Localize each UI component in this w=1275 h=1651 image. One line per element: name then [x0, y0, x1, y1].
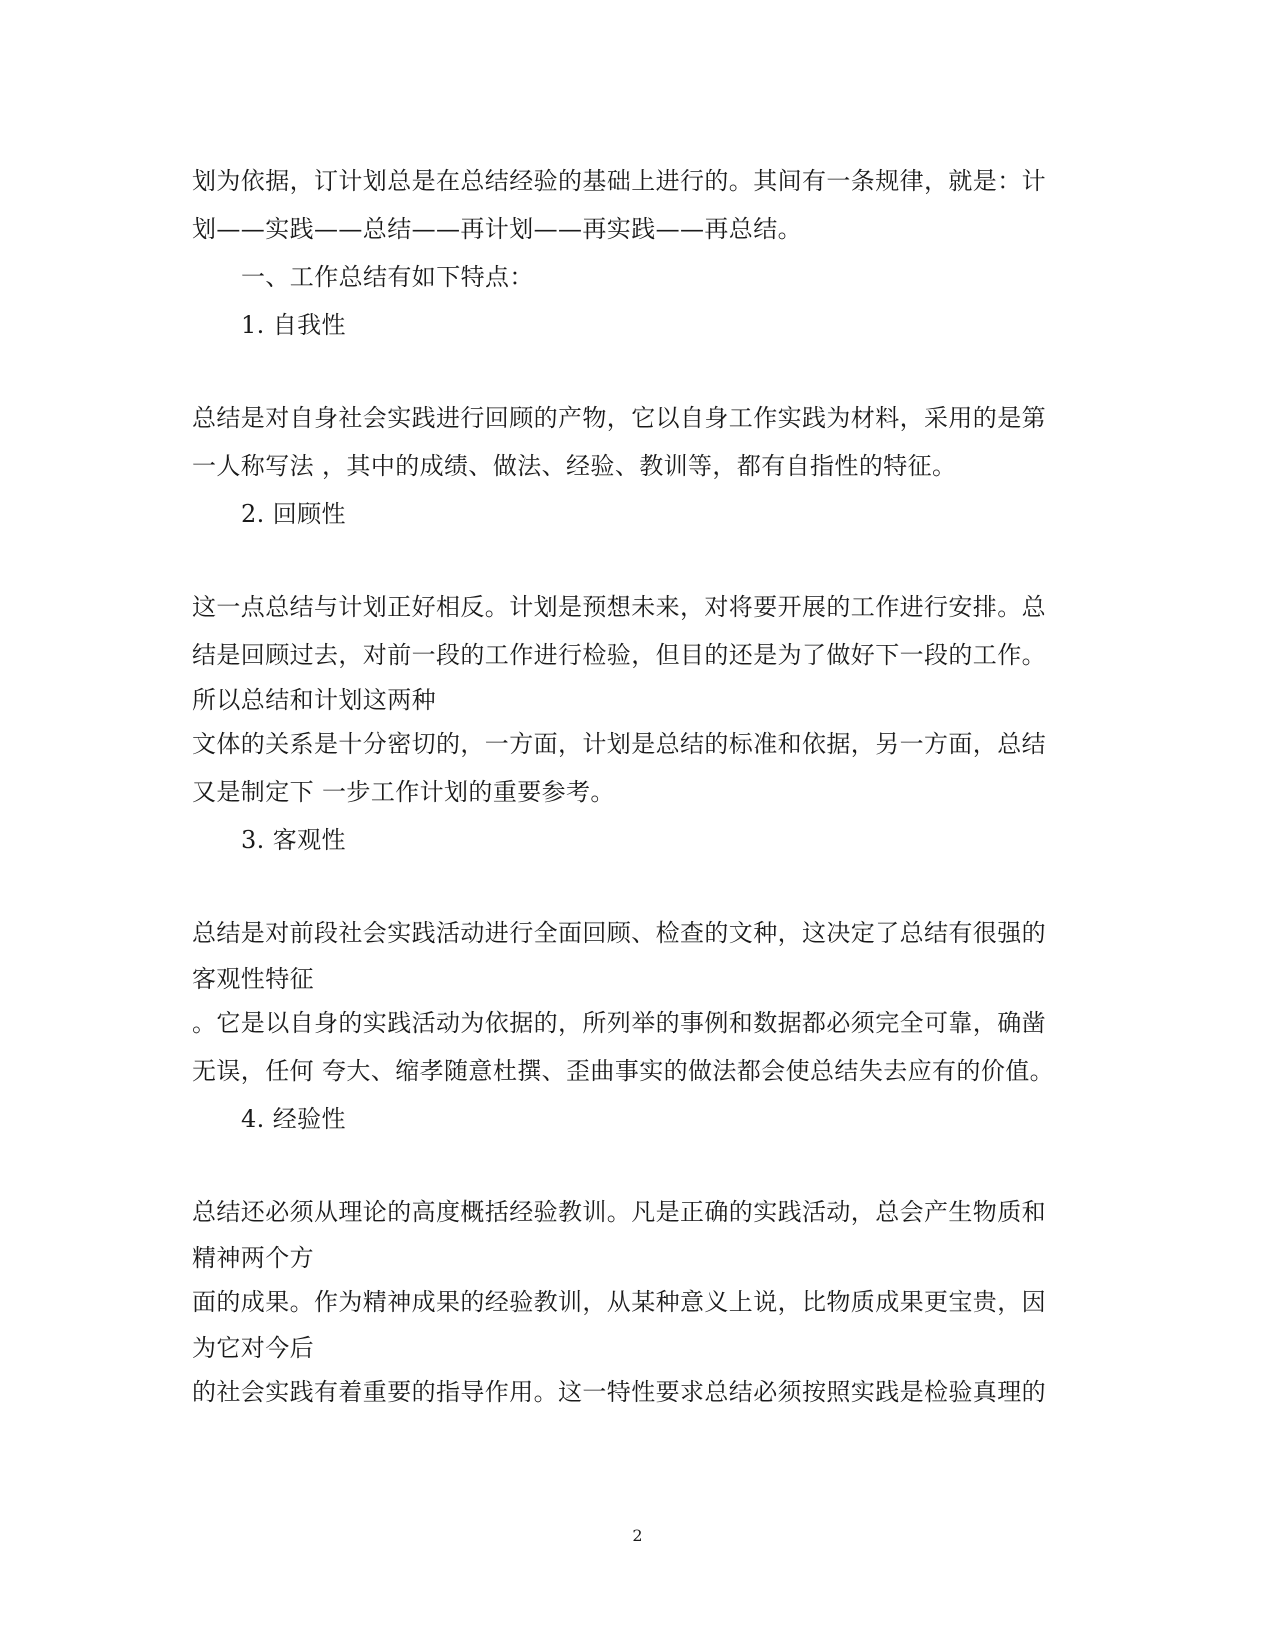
body-line: 总结是对前段社会实践活动进行全面回顾、检查的文种，这决定了总结有很强的 — [192, 919, 1046, 947]
body-line: 所以总结和计划这两种 — [192, 686, 436, 714]
subheading: 2. 回顾性 — [241, 500, 346, 528]
body-line: 结是回顾过去，对前一段的工作进行检验，但目的还是为了做好下一段的工作。 — [192, 641, 1046, 669]
body-line: 无误，任何 夸大、缩孝随意杜撰、歪曲事实的做法都会使总结失去应有的价值。 — [192, 1057, 1055, 1085]
section-heading: 一、工作总结有如下特点： — [241, 263, 534, 291]
body-line: 划为依据，订计划总是在总结经验的基础上进行的。其间有一条规律，就是：计 — [192, 167, 1046, 195]
body-line: 的社会实践有着重要的指导作用。这一特性要求总结必须按照实践是检验真理的 — [192, 1378, 1046, 1406]
body-line: 。它是以自身的实践活动为依据的，所列举的事例和数据都必须完全可靠，确凿 — [192, 1009, 1046, 1037]
subheading: 3. 客观性 — [241, 826, 346, 854]
subheading: 4. 经验性 — [241, 1105, 346, 1133]
body-line: 总结还必须从理论的高度概括经验教训。凡是正确的实践活动，总会产生物质和 — [192, 1198, 1046, 1226]
body-line: 划——实践——总结——再计划——再实践——再总结。 — [192, 215, 802, 243]
body-line: 总结是对自身社会实践进行回顾的产物，它以自身工作实践为材料，采用的是第 — [192, 404, 1046, 432]
body-line: 面的成果。作为精神成果的经验教训，从某种意义上说，比物质成果更宝贵，因 — [192, 1288, 1046, 1316]
body-line: 精神两个方 — [192, 1244, 314, 1272]
body-line: 文体的关系是十分密切的，一方面，计划是总结的标准和依据，另一方面，总结 — [192, 730, 1046, 758]
subheading: 1. 自我性 — [241, 311, 346, 339]
body-line: 客观性特征 — [192, 965, 314, 993]
body-line: 又是制定下 一步工作计划的重要参考。 — [192, 778, 615, 806]
body-line: 一人称写法 ，其中的成绩、做法、经验、教训等，都有自指性的特征。 — [192, 452, 957, 480]
body-line: 这一点总结与计划正好相反。计划是预想未来，对将要开展的工作进行安排。总 — [192, 593, 1046, 621]
page-number: 2 — [632, 1526, 643, 1545]
body-line: 为它对今后 — [192, 1334, 314, 1362]
